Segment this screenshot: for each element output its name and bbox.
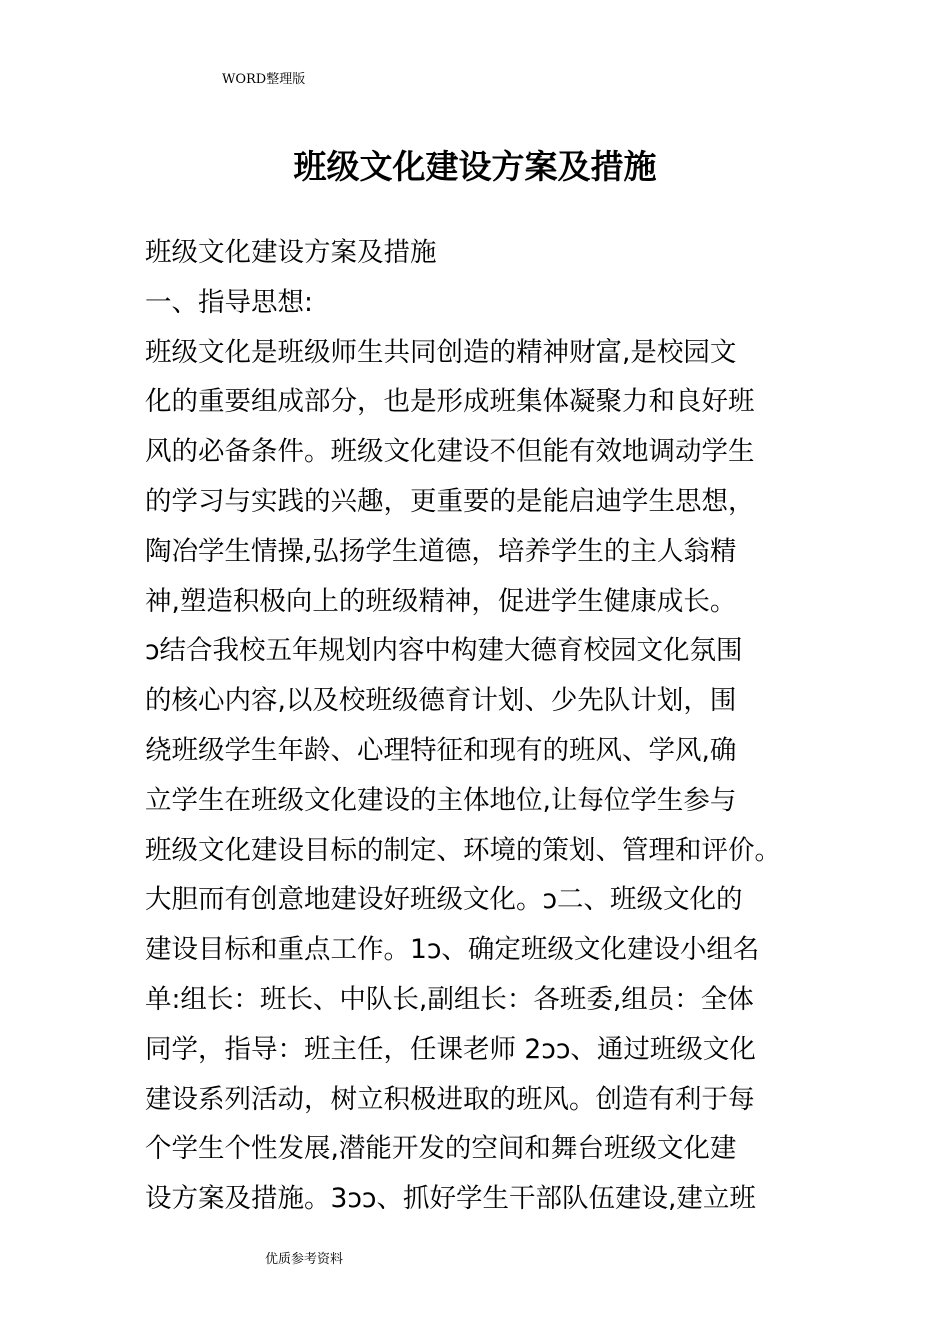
body-line: 神,塑造积极向上的班级精神，促进学生健康成长。 — [145, 585, 737, 617]
body-line: 班级文化建设目标的制定、环境的策划、管理和评价。 — [145, 834, 781, 866]
body-line: 班级文化建设方案及措施 — [145, 237, 437, 268]
body-line: 设方案及措施。3ↄↄ、抓好学生干部队伍建设,建立班 — [145, 1183, 756, 1215]
document-body — [145, 228, 825, 1224]
body-line: 的核心内容,以及校班级德育计划、少先队计划，围 — [145, 685, 737, 717]
body-line: 的学习与实践的兴趣，更重要的是能启迪学生思想， — [145, 485, 755, 517]
document-title: 班级文化建设方案及措施 — [293, 147, 657, 186]
body-line: ↄ结合我校五年规划内容中构建大德育校园文化氛围 — [145, 635, 743, 667]
body-line: 建设系列活动，树立积极进取的班风。创造有利于每 — [145, 1083, 755, 1115]
body-line: 单:组长：班长、中队长,副组长：各班委,组员：全体 — [145, 983, 754, 1015]
body-line: 个学生个性发展,潜能开发的空间和舞台班级文化建 — [145, 1133, 737, 1165]
body-line: 立学生在班级文化建设的主体地位,让每位学生参与 — [145, 784, 737, 816]
page-footer-label: 优质参考资料 — [265, 1252, 344, 1267]
body-line: 陶冶学生情操,弘扬学生道德，培养学生的主人翁精 — [145, 535, 737, 567]
body-line: 风的必备条件。班级文化建设不但能有效地调动学生 — [145, 436, 755, 468]
page-header-label: WORD整理版 — [222, 72, 306, 87]
body-line: 班级文化是班级师生共同创造的精神财富,是校园文 — [145, 336, 737, 368]
body-line: 一、指导思想: — [145, 286, 313, 318]
body-line: 绕班级学生年龄、心理特征和现有的班风、学风,确 — [145, 734, 737, 766]
body-line: 大胆而有创意地建设好班级文化。ↄ二、班级文化的 — [145, 884, 743, 916]
body-line: 建设目标和重点工作。1ↄ、确定班级文化建设小组名 — [145, 934, 760, 966]
body-line: 化的重要组成部分，也是形成班集体凝聚力和良好班 — [145, 386, 755, 418]
body-line: 同学，指导：班主任，任课老师 2ↄↄ、通过班级文化 — [145, 1033, 756, 1065]
